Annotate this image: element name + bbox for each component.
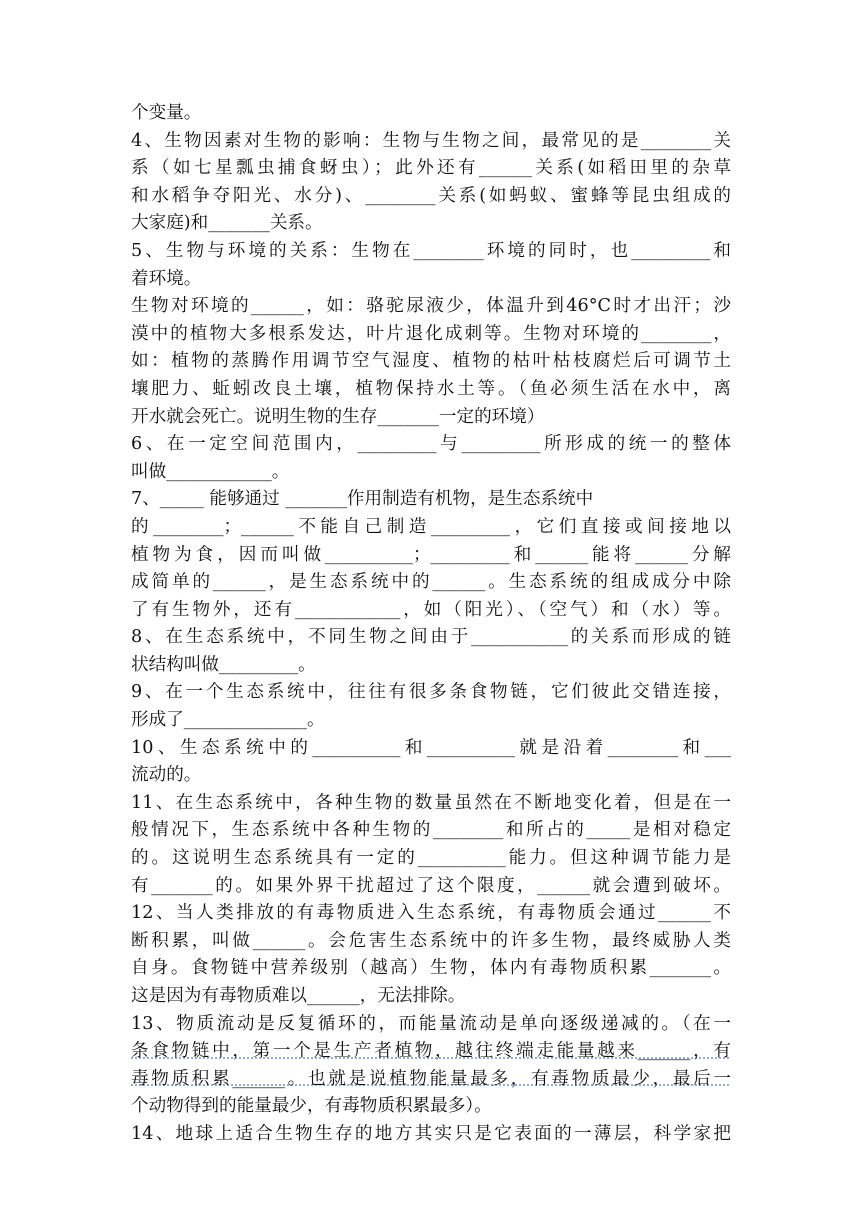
- text-line: 的________；______不能自己制造_________，它们直接或间接地以: [131, 516, 731, 537]
- document-page: [131, 100, 731, 1149]
- text-line: 开水就会死亡。说明生物的生存_______一定的环境）: [131, 406, 545, 427]
- text-line: 5、生物与环境的关系：生物在________环境的同时，也_________和: [131, 240, 731, 261]
- text-line: 壤肥力、蚯蚓改良土壤，植物保持水土等。（鱼必须生活在水中，离: [131, 378, 731, 399]
- text-line: 12、当人类排放的有毒物质进入生态系统，有毒物质会通过______不: [131, 903, 731, 924]
- text-line: 自身。食物链中营养级别（越高）生物，体内有毒物质积累_______。: [131, 958, 731, 979]
- text-line: 流动的。: [131, 765, 202, 786]
- text-line: 条食物链中，第一个是生产者植物，越往终端走能量越来______，有: [131, 1041, 731, 1062]
- text-line: 6、在一定空间范围内，_________与_________所形成的统一的整体: [131, 434, 731, 455]
- text-line: 7、_____ 能够通过 _______作用制造有机物，是生态系统中: [131, 489, 594, 510]
- text-line: 着环境。: [131, 268, 202, 289]
- text-line: 14、地球上适合生物生存的地方其实只是它表面的一薄层，科学家把: [131, 1123, 731, 1144]
- text-line: 有_______的。如果外界干扰超过了这个限度，______就会遭到破坏。: [131, 875, 731, 896]
- text-line: 断积累，叫做______。会危害生态系统中的许多生物，最终威胁人类: [131, 930, 731, 951]
- text-line: 般情况下，生态系统中各种生物的________和所占的_____是相对稳定: [131, 820, 731, 841]
- text-line: 如：植物的蒸腾作用调节空气湿度、植物的枯叶枯枝腐烂后可调节土: [131, 351, 731, 372]
- text-line: 10、生态系统中的__________和__________就是沿着________和___: [131, 737, 731, 758]
- text-line: 个变量。: [131, 103, 202, 123]
- text-line: 11、在生态系统中，各种生物的数量虽然在不断地变化着，但是在一: [131, 792, 731, 813]
- text-line: 13、物质流动是反复循环的，而能量流动是单向逐级递减的。（在一: [131, 1013, 731, 1034]
- text-line: 系（如七星瓢虫捕食蚜虫）；此外还有______关系(如稻田里的杂草: [131, 158, 731, 179]
- text-line: 4、生物因素对生物的影响：生物与生物之间，最常见的是________关: [131, 130, 731, 151]
- text-line: 形成了______________。: [131, 710, 325, 731]
- text-line: 的。这说明生态系统具有一定的__________能力。但这种调节能力是: [131, 848, 731, 869]
- text-line: 生物对环境的______，如：骆驼尿液少，体温升到46°C时才出汗；沙: [131, 296, 731, 317]
- text-line: 9、在一个生态系统中，往往有很多条食物链，它们彼此交错连接，: [131, 682, 731, 703]
- text-line: 这是因为有毒物质难以______，无法排除。: [131, 986, 466, 1006]
- text-line: 个动物得到的能量最少，有毒物质积累最多）。: [131, 1096, 492, 1117]
- text-line: 漠中的植物大多根系发达，叶片退化成刺等。生物对环境的________，: [131, 323, 731, 344]
- text-line: 毒物质积累______。也就是说植物能量最多，有毒物质最少，最后一: [131, 1068, 731, 1089]
- text-line: 状结构叫做_________。: [131, 654, 316, 675]
- text-line: 叫做____________。: [131, 461, 290, 482]
- text-line: 植物为食，因而叫做__________；_________和______能将______分解: [131, 544, 731, 565]
- text-line: 8、在生态系统中，不同生物之间由于___________的关系而形成的链: [131, 627, 731, 648]
- text-line: 了有生物外，还有____________，如（阳光）、（空气）和（水）等。: [131, 599, 731, 620]
- text-line: 成简单的______，是生态系统中的______。生态系统的组成成分中除: [131, 572, 731, 593]
- text-line: 和水稻争夺阳光、水分)、________关系(如蚂蚁、蜜蜂等昆虫组成的: [131, 185, 731, 206]
- text-line: 大家庭)和_______关系。: [131, 213, 323, 234]
